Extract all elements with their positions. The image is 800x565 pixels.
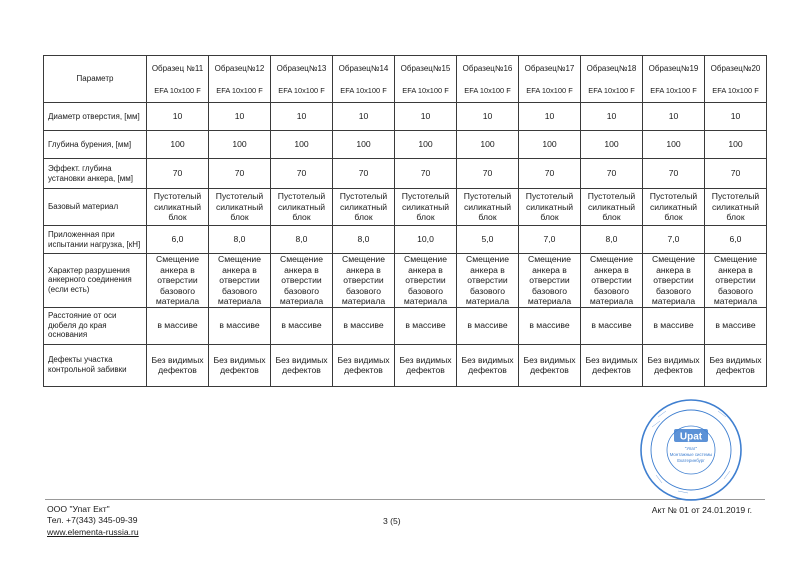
table-row	[44, 226, 767, 254]
row-label: Эффект. глубина установки анкера, [мм]	[44, 159, 147, 189]
table-cell: 70	[581, 159, 643, 189]
table-row	[44, 307, 767, 344]
act-reference: Акт № 01 от 24.01.2019 г.	[651, 505, 752, 515]
svg-text:Екатеринбург: Екатеринбург	[677, 458, 705, 463]
table-cell: 5,0	[457, 226, 519, 254]
sample-type: EFA 10x100 F	[712, 86, 759, 95]
company-name: ООО "Упат Ект"	[47, 504, 110, 514]
svg-text:Монтажные системы: Монтажные системы	[669, 452, 713, 457]
table-cell: 100	[705, 131, 767, 159]
table-cell: 70	[209, 159, 271, 189]
row-label: Глубина бурения, [мм]	[44, 131, 147, 159]
table-cell: 100	[395, 131, 457, 159]
sample-name: Образец№16	[462, 63, 513, 73]
row-label: Дефекты участка контрольной забивки	[44, 344, 147, 386]
table-cell: 100	[271, 131, 333, 159]
table-cell: 70	[457, 159, 519, 189]
table-cell: 70	[333, 159, 395, 189]
table-cell: Пустотелый силикатный блок	[705, 189, 767, 226]
sample-type: EFA 10x100 F	[650, 86, 697, 95]
table-cell: 8,0	[209, 226, 271, 254]
table-cell: 100	[519, 131, 581, 159]
table-cell: Пустотелый силикатный блок	[147, 189, 209, 226]
table-cell: Без видимых дефектов	[395, 344, 457, 386]
table-cell: 10	[457, 103, 519, 131]
sample-type: EFA 10x100 F	[216, 86, 263, 95]
sample-header-5	[395, 56, 457, 103]
table-cell: 8,0	[581, 226, 643, 254]
table-cell: 10	[581, 103, 643, 131]
table-cell: Смещение анкера в отверстии базового материала	[581, 254, 643, 308]
table-cell: Смещение анкера в отверстии базового материала	[519, 254, 581, 308]
row-label: Расстояние от оси дюбеля до края основания	[44, 307, 147, 344]
table-cell: Смещение анкера в отверстии базового материала	[147, 254, 209, 308]
table-cell: Смещение анкера в отверстии базового материала	[209, 254, 271, 308]
table-cell: в массиве	[643, 307, 705, 344]
table-cell: Смещение анкера в отверстии базового материала	[705, 254, 767, 308]
sample-header-7	[519, 56, 581, 103]
table-cell: Без видимых дефектов	[333, 344, 395, 386]
table-body	[44, 56, 767, 387]
table-cell: Смещение анкера в отверстии базового материала	[271, 254, 333, 308]
sample-name: Образец№20	[710, 63, 761, 73]
sample-name: Образец№14	[338, 63, 389, 73]
sample-name: Образец№18	[586, 63, 637, 73]
table-cell: 100	[147, 131, 209, 159]
sample-type: EFA 10x100 F	[464, 86, 511, 95]
table-cell: 100	[209, 131, 271, 159]
sample-name: Образец№13	[276, 63, 327, 73]
table-cell: 70	[395, 159, 457, 189]
test-results-table	[43, 55, 767, 387]
sample-name: Образец№15	[400, 63, 451, 73]
footer-company-block	[47, 504, 139, 538]
table-cell: 70	[705, 159, 767, 189]
sample-header-2	[209, 56, 271, 103]
table-cell: Пустотелый силикатный блок	[395, 189, 457, 226]
table-cell: в массиве	[705, 307, 767, 344]
table-cell: Без видимых дефектов	[519, 344, 581, 386]
svg-text:"Упат": "Упат"	[684, 446, 698, 451]
sample-header-6	[457, 56, 519, 103]
sample-type: EFA 10x100 F	[154, 86, 201, 95]
table-cell: в массиве	[581, 307, 643, 344]
table-cell: 10	[705, 103, 767, 131]
table-cell: 100	[643, 131, 705, 159]
table-row	[44, 159, 767, 189]
row-label: Приложенная при испытании нагрузка, [кН]	[44, 226, 147, 254]
table-cell: 70	[519, 159, 581, 189]
table-cell: 10	[147, 103, 209, 131]
table-cell: 8,0	[271, 226, 333, 254]
table-cell: 70	[643, 159, 705, 189]
table-cell: в массиве	[519, 307, 581, 344]
table-cell: Без видимых дефектов	[643, 344, 705, 386]
table-cell: в массиве	[333, 307, 395, 344]
table-cell: в массиве	[147, 307, 209, 344]
table-cell: Пустотелый силикатный блок	[333, 189, 395, 226]
table-cell: 70	[271, 159, 333, 189]
sample-header-10	[705, 56, 767, 103]
sample-header-3	[271, 56, 333, 103]
table-cell: Пустотелый силикатный блок	[581, 189, 643, 226]
table-cell: Без видимых дефектов	[705, 344, 767, 386]
sample-type: EFA 10x100 F	[402, 86, 449, 95]
table-cell: Пустотелый силикатный блок	[271, 189, 333, 226]
table-row	[44, 103, 767, 131]
table-cell: в массиве	[395, 307, 457, 344]
table-cell: в массиве	[209, 307, 271, 344]
table-cell: 100	[457, 131, 519, 159]
table-cell: Пустотелый силикатный блок	[643, 189, 705, 226]
table-cell: 10	[271, 103, 333, 131]
param-header: Параметр	[44, 56, 147, 103]
table-cell: Смещение анкера в отверстии базового материала	[395, 254, 457, 308]
table-cell: Без видимых дефектов	[209, 344, 271, 386]
company-phone: Тел. +7(343) 345-09-39	[47, 515, 138, 526]
row-label: Базовый материал	[44, 189, 147, 226]
table-cell: 10	[643, 103, 705, 131]
table-cell: 8,0	[333, 226, 395, 254]
table-row	[44, 189, 767, 226]
sample-name: Образец№17	[524, 63, 575, 73]
table-cell: 7,0	[519, 226, 581, 254]
company-seal-stamp	[638, 397, 744, 503]
page-number: 3 (5)	[383, 516, 401, 526]
table-cell: 70	[147, 159, 209, 189]
row-label: Характер разрушения анкерного соединения (если есть)	[44, 254, 147, 308]
sample-name: Образец№12	[214, 63, 265, 73]
sample-name: Образец №11	[151, 63, 204, 73]
table-row	[44, 254, 767, 308]
table-cell: Без видимых дефектов	[457, 344, 519, 386]
table-cell: 6,0	[147, 226, 209, 254]
table-cell: в массиве	[271, 307, 333, 344]
table-cell: 7,0	[643, 226, 705, 254]
sample-type: EFA 10x100 F	[526, 86, 573, 95]
stamp-brand: Upat	[679, 431, 703, 443]
header-row	[44, 56, 767, 103]
sample-header-9	[643, 56, 705, 103]
table-cell: 10	[395, 103, 457, 131]
table-cell: 10,0	[395, 226, 457, 254]
sample-header-8	[581, 56, 643, 103]
company-website-link[interactable]: www.elementa-russia.ru	[47, 526, 139, 537]
table-cell: 10	[333, 103, 395, 131]
table-cell: в массиве	[457, 307, 519, 344]
sample-header-4	[333, 56, 395, 103]
sample-type: EFA 10x100 F	[340, 86, 387, 95]
table-cell: Смещение анкера в отверстии базового материала	[333, 254, 395, 308]
sample-type: EFA 10x100 F	[278, 86, 325, 95]
table-cell: Без видимых дефектов	[271, 344, 333, 386]
table-row	[44, 131, 767, 159]
table-cell: 100	[333, 131, 395, 159]
table-cell: Смещение анкера в отверстии базового материала	[457, 254, 519, 308]
sample-type: EFA 10x100 F	[588, 86, 635, 95]
table-cell: Смещение анкера в отверстии базового материала	[643, 254, 705, 308]
table-cell: 10	[209, 103, 271, 131]
table-cell: Без видимых дефектов	[147, 344, 209, 386]
table-cell: Пустотелый силикатный блок	[519, 189, 581, 226]
table-cell: 10	[519, 103, 581, 131]
sample-name: Образец№19	[648, 63, 699, 73]
table-cell: Пустотелый силикатный блок	[457, 189, 519, 226]
row-label: Диаметр отверстия, [мм]	[44, 103, 147, 131]
table-cell: Без видимых дефектов	[581, 344, 643, 386]
table-cell: Пустотелый силикатный блок	[209, 189, 271, 226]
table-row	[44, 344, 767, 386]
table-cell: 6,0	[705, 226, 767, 254]
table-cell: 100	[581, 131, 643, 159]
sample-header-1	[147, 56, 209, 103]
